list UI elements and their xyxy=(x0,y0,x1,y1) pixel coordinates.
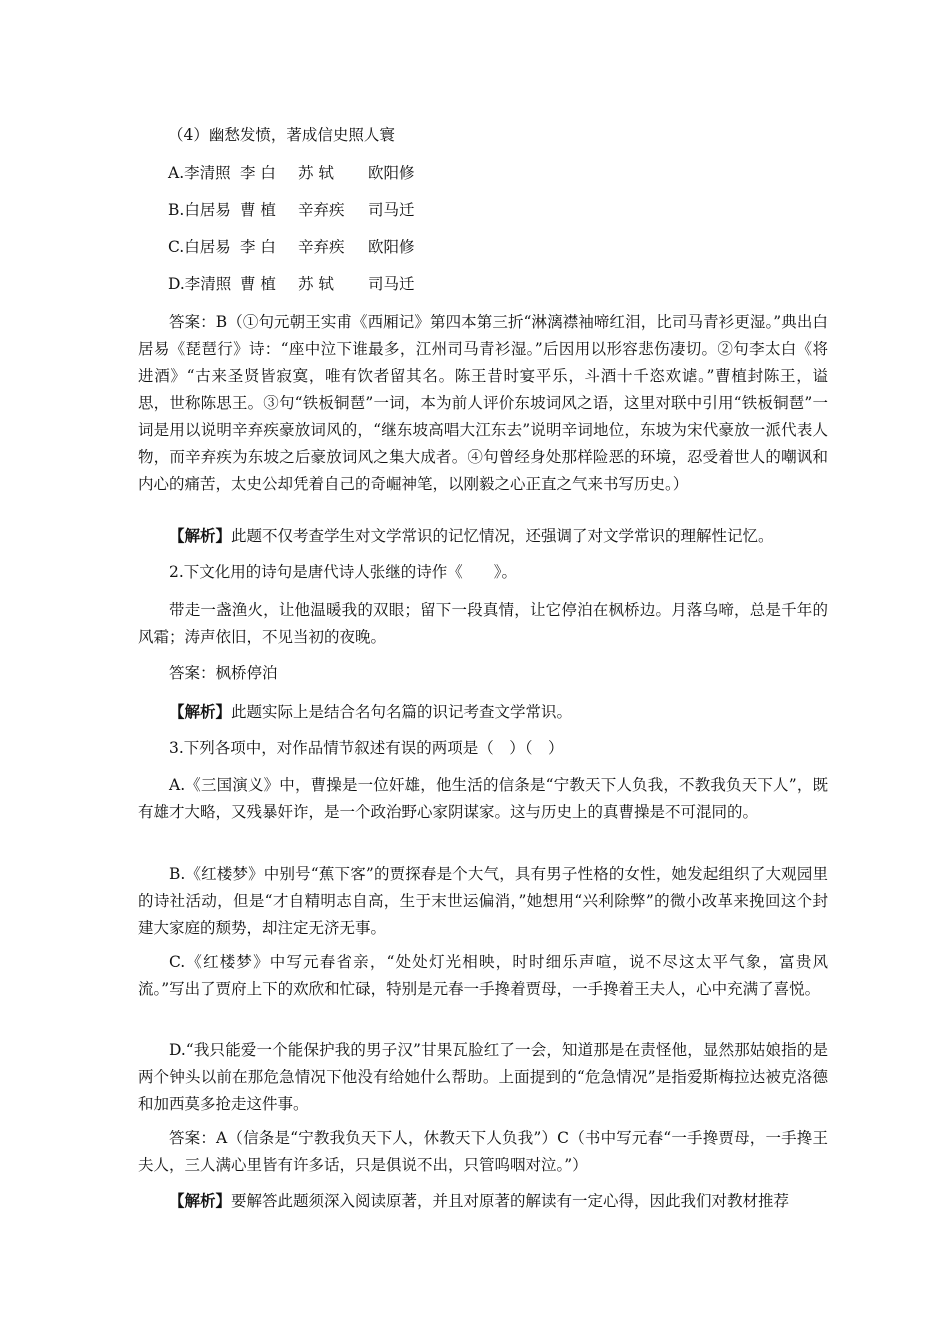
option-b-name-3: 辛弃疾 xyxy=(298,201,345,219)
q3-question: 3.下列各项中，对作品情节叙述有误的两项是（ ）（ ） xyxy=(169,739,564,757)
option-a-name-3: 苏 轼 xyxy=(298,164,334,182)
option-d-name-3: 苏 轼 xyxy=(298,275,334,293)
option-d-name-1: D.李清照 xyxy=(168,275,232,293)
q1-option-a xyxy=(168,160,858,187)
q2-analysis xyxy=(138,698,828,726)
q2-question: 2.下文化用的诗句是唐代诗人张继的诗作《 》。 xyxy=(169,563,518,581)
q1-option-d xyxy=(168,271,858,298)
analysis-text: 此题实际上是结合名句名篇的识记考查文学常识。 xyxy=(231,703,573,721)
analysis-tag: 【解析】 xyxy=(169,1191,232,1210)
analysis-tag: 【解析】 xyxy=(169,526,232,545)
option-d-name-4: 司马迁 xyxy=(368,275,415,293)
q1-analysis xyxy=(138,522,828,550)
option-c-name-1: C.白居易 xyxy=(168,238,231,256)
analysis-text: 此题不仅考查学生对文学常识的记忆情况，还强调了对文学常识的理解性记忆。 xyxy=(231,527,774,545)
option-a-name-1: A.李清照 xyxy=(168,164,231,182)
q3-option-c: C.《红楼梦》中写元春省亲，“处处灯光相映，时时细乐声喧，说不尽这太平气象，富贵风流。”写出了贾府上下的欢欣和忙碌，特别是元春一手搀着贾母，一手搀着王夫人，心中充满了喜悦。 xyxy=(138,953,828,998)
q1-answer: 答案：B（①句元朝王实甫《西厢记》第四本第三折“淋漓襟袖啼红泪，比司马青衫更湿。”典出白居易《琵琶行》诗：“座中泣下谁最多，江州司马青衫湿。”后因用以形容悲伤凄切。②句李太白《将进酒》“古来圣贤皆寂寞，唯有饮者留其名。陈王昔时宴平乐，斗酒十千恣欢谑。”曹植封陈王，谥思，世称陈思王。③句“铁板铜琶”一词，本为前人评价东坡词风之语，这里对联中引用“铁板铜琶”一词是用以说明辛弃疾豪放词风的，“继东坡高唱大江东去”说明辛词地位，东坡为宋代豪放一派代表人物，而辛弃疾为东坡之后豪放词风之集大成者。④句曾经身处那样险恶的环境，忍受着世人的嘲讽和内心的痛苦，太史公却凭着自己的奇崛神笔，以刚毅之心正直之气来书写历史。） xyxy=(138,313,828,493)
option-d-name-2: 曹 植 xyxy=(240,275,276,293)
analysis-text: 要解答此题须深入阅读原著，并且对原著的解读有一定心得，因此我们对教材推荐 xyxy=(231,1192,790,1210)
q3-option-a: A.《三国演义》中，曹操是一位奸雄，他生活的信条是“宁教天下人负我，不教我负天下人”，既有雄才大略，又残暴奸诈，是一个政治野心家阴谋家。这与历史上的真曹操是不可混同的。 xyxy=(138,776,828,821)
option-b-name-4: 司马迁 xyxy=(368,201,415,219)
q2-passage: 带走一盏渔火，让他温暖我的双眼；留下一段真情，让它停泊在枫桥边。月落乌啼，总是千年的风霜；涛声依旧，不见当初的夜晚。 xyxy=(138,601,828,646)
q1-option-b xyxy=(168,197,858,224)
q3-option-b: B.《红楼梦》中别号“蕉下客”的贾探春是个大气，具有男子性格的女性，她发起组织了大观园里的诗社活动，但是“才自精明志自高，生于末世运偏消，”她想用“兴利除弊”的微小改革来挽回这个封建大家庭的颓势，却注定无济无事。 xyxy=(138,865,828,937)
option-b-name-2: 曹 植 xyxy=(240,201,276,219)
q2-answer: 答案：枫桥停泊 xyxy=(169,664,278,682)
q3-answer: 答案：A（信条是“宁教我负天下人，休教天下人负我”）C（书中写元春“一手搀贾母，一手搀王夫人，三人满心里皆有许多话，只是俱说不出，只管呜咽对泣。”） xyxy=(138,1129,828,1174)
analysis-tag: 【解析】 xyxy=(169,702,232,721)
option-b-name-1: B.白居易 xyxy=(168,201,231,219)
q1-item-4: （4）幽愁发愤，著成信史照人寰 xyxy=(168,126,395,144)
option-c-name-4: 欧阳修 xyxy=(368,238,415,256)
q1-option-c xyxy=(168,234,858,261)
option-a-name-2: 李 白 xyxy=(240,164,276,182)
option-c-name-2: 李 白 xyxy=(240,238,276,256)
q3-analysis xyxy=(138,1187,828,1215)
q3-option-d: D.“我只能爱一个能保护我的男子汉”甘果瓦脸红了一会，知道那是在责怪他，显然那姑娘指的是两个钟头以前在那危急情况下他没有给她什么帮助。上面提到的“危急情况”是指爱斯梅拉达被克洛德和加西莫多抢走这件事。 xyxy=(138,1041,828,1113)
option-c-name-3: 辛弃疾 xyxy=(298,238,345,256)
option-a-name-4: 欧阳修 xyxy=(368,164,415,182)
